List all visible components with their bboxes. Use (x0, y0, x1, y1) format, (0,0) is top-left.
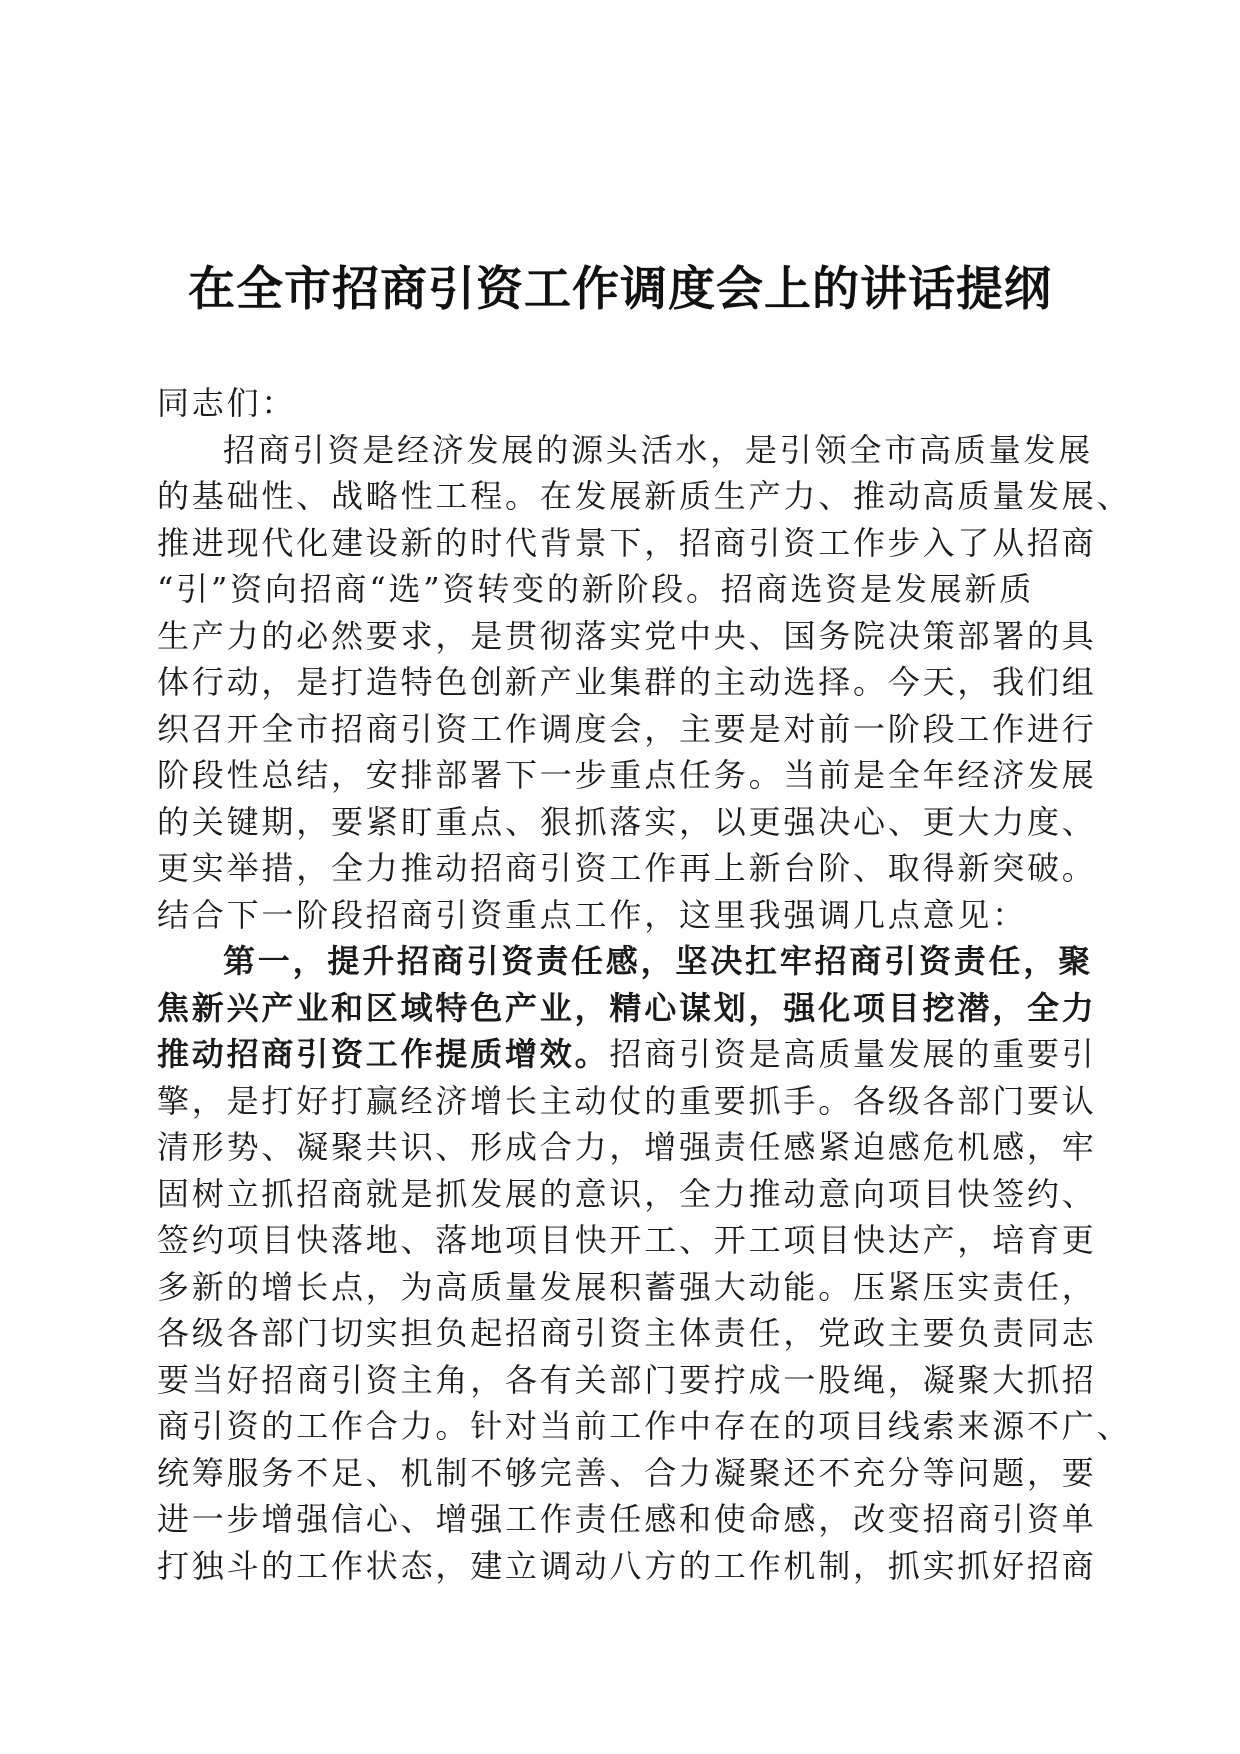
paragraph-line: 统筹服务不足、机制不够完善、合力凝聚还不充分等问题，要 (157, 1453, 1097, 1492)
document-title: 在全市招商引资工作调度会上的讲话提纲 (188, 262, 1052, 317)
point-heading-line: 焦新兴产业和区域特色产业，精心谋划，强化项目挖潜，全力 (157, 988, 1097, 1027)
paragraph-line: 的关键期，要紧盯重点、狠抓落实，以更强决心、更大力度、 (157, 802, 1097, 841)
paragraph-intro (157, 427, 1132, 939)
paragraph-line: 签约项目快落地、落地项目快开工、开工项目快达产，培育更 (157, 1221, 1097, 1259)
paragraph-line: 多新的增长点，为高质量发展积蓄强大动能。压紧压实责任， (157, 1267, 1097, 1306)
paragraph-point-one (157, 938, 1132, 1589)
mixed-line (157, 1031, 1097, 1078)
point-heading-line: 第一，提升招商引资责任感，坚决扛牢招商引资责任，聚 (223, 942, 1094, 980)
paragraph-text-segment: 招商引资是高质量发展的重要引 (609, 1035, 1097, 1073)
paragraph-line: 阶段性总结，安排部署下一步重点任务。当前是全年经济发展 (157, 756, 1097, 794)
paragraph-line: 进一步增强信心、增强工作责任感和使命感，改变招商引资单 (157, 1500, 1097, 1538)
point-heading-line: 推动招商引资工作提质增效。 (157, 1035, 610, 1073)
paragraph-line: 擎，是打好打赢经济增长主动仗的重要抓手。各级各部门要认 (157, 1081, 1097, 1120)
paragraph-line: 织召开全市招商引资工作调度会，主要是对前一阶段工作进行 (157, 709, 1097, 748)
paragraph-line: 生产力的必然要求，是贯彻落实党中央、国务院决策部署的具 (157, 616, 1097, 655)
paragraph-line: 招商引资是经济发展的源头活水，是引领全市高质量发展 (223, 430, 1094, 469)
salutation: 同志们： (157, 384, 297, 422)
paragraph-line: 结合下一阶段招商引资重点工作，这里我强调几点意见： (157, 895, 1028, 934)
paragraph-line: “引”资向招商“选”资转变的新阶段。招商选资是发展新质 (157, 570, 1035, 608)
paragraph-line: 打独斗的工作状态，建立调动八方的工作机制，抓实抓好招商 (157, 1546, 1097, 1585)
document-body (157, 380, 1132, 1589)
paragraph-line: 清形势、凝聚共识、形成合力，增强责任感紧迫感危机感，牢 (157, 1128, 1097, 1166)
paragraph-line: 商引资的工作合力。针对当前工作中存在的项目线索来源不广、 (157, 1407, 1132, 1445)
paragraph-line: 更实举措，全力推动招商引资工作再上新台阶、取得新突破。 (157, 849, 1097, 887)
paragraph-line: 固树立抓招商就是抓发展的意识，全力推动意向项目快签约、 (157, 1174, 1097, 1213)
paragraph-line: 的基础性、战略性工程。在发展新质生产力、推动高质量发展、 (157, 477, 1132, 515)
paragraph-line: 各级各部门切实担负起招商引资主体责任，党政主要负责同志 (157, 1314, 1097, 1352)
paragraph-line: 要当好招商引资主角，各有关部门要拧成一股绳，凝聚大抓招 (157, 1360, 1097, 1399)
paragraph-line: 体行动，是打造特色创新产业集群的主动选择。今天，我们组 (157, 663, 1097, 701)
paragraph-line: 推进现代化建设新的时代背景下，招商引资工作步入了从招商 (157, 523, 1097, 562)
